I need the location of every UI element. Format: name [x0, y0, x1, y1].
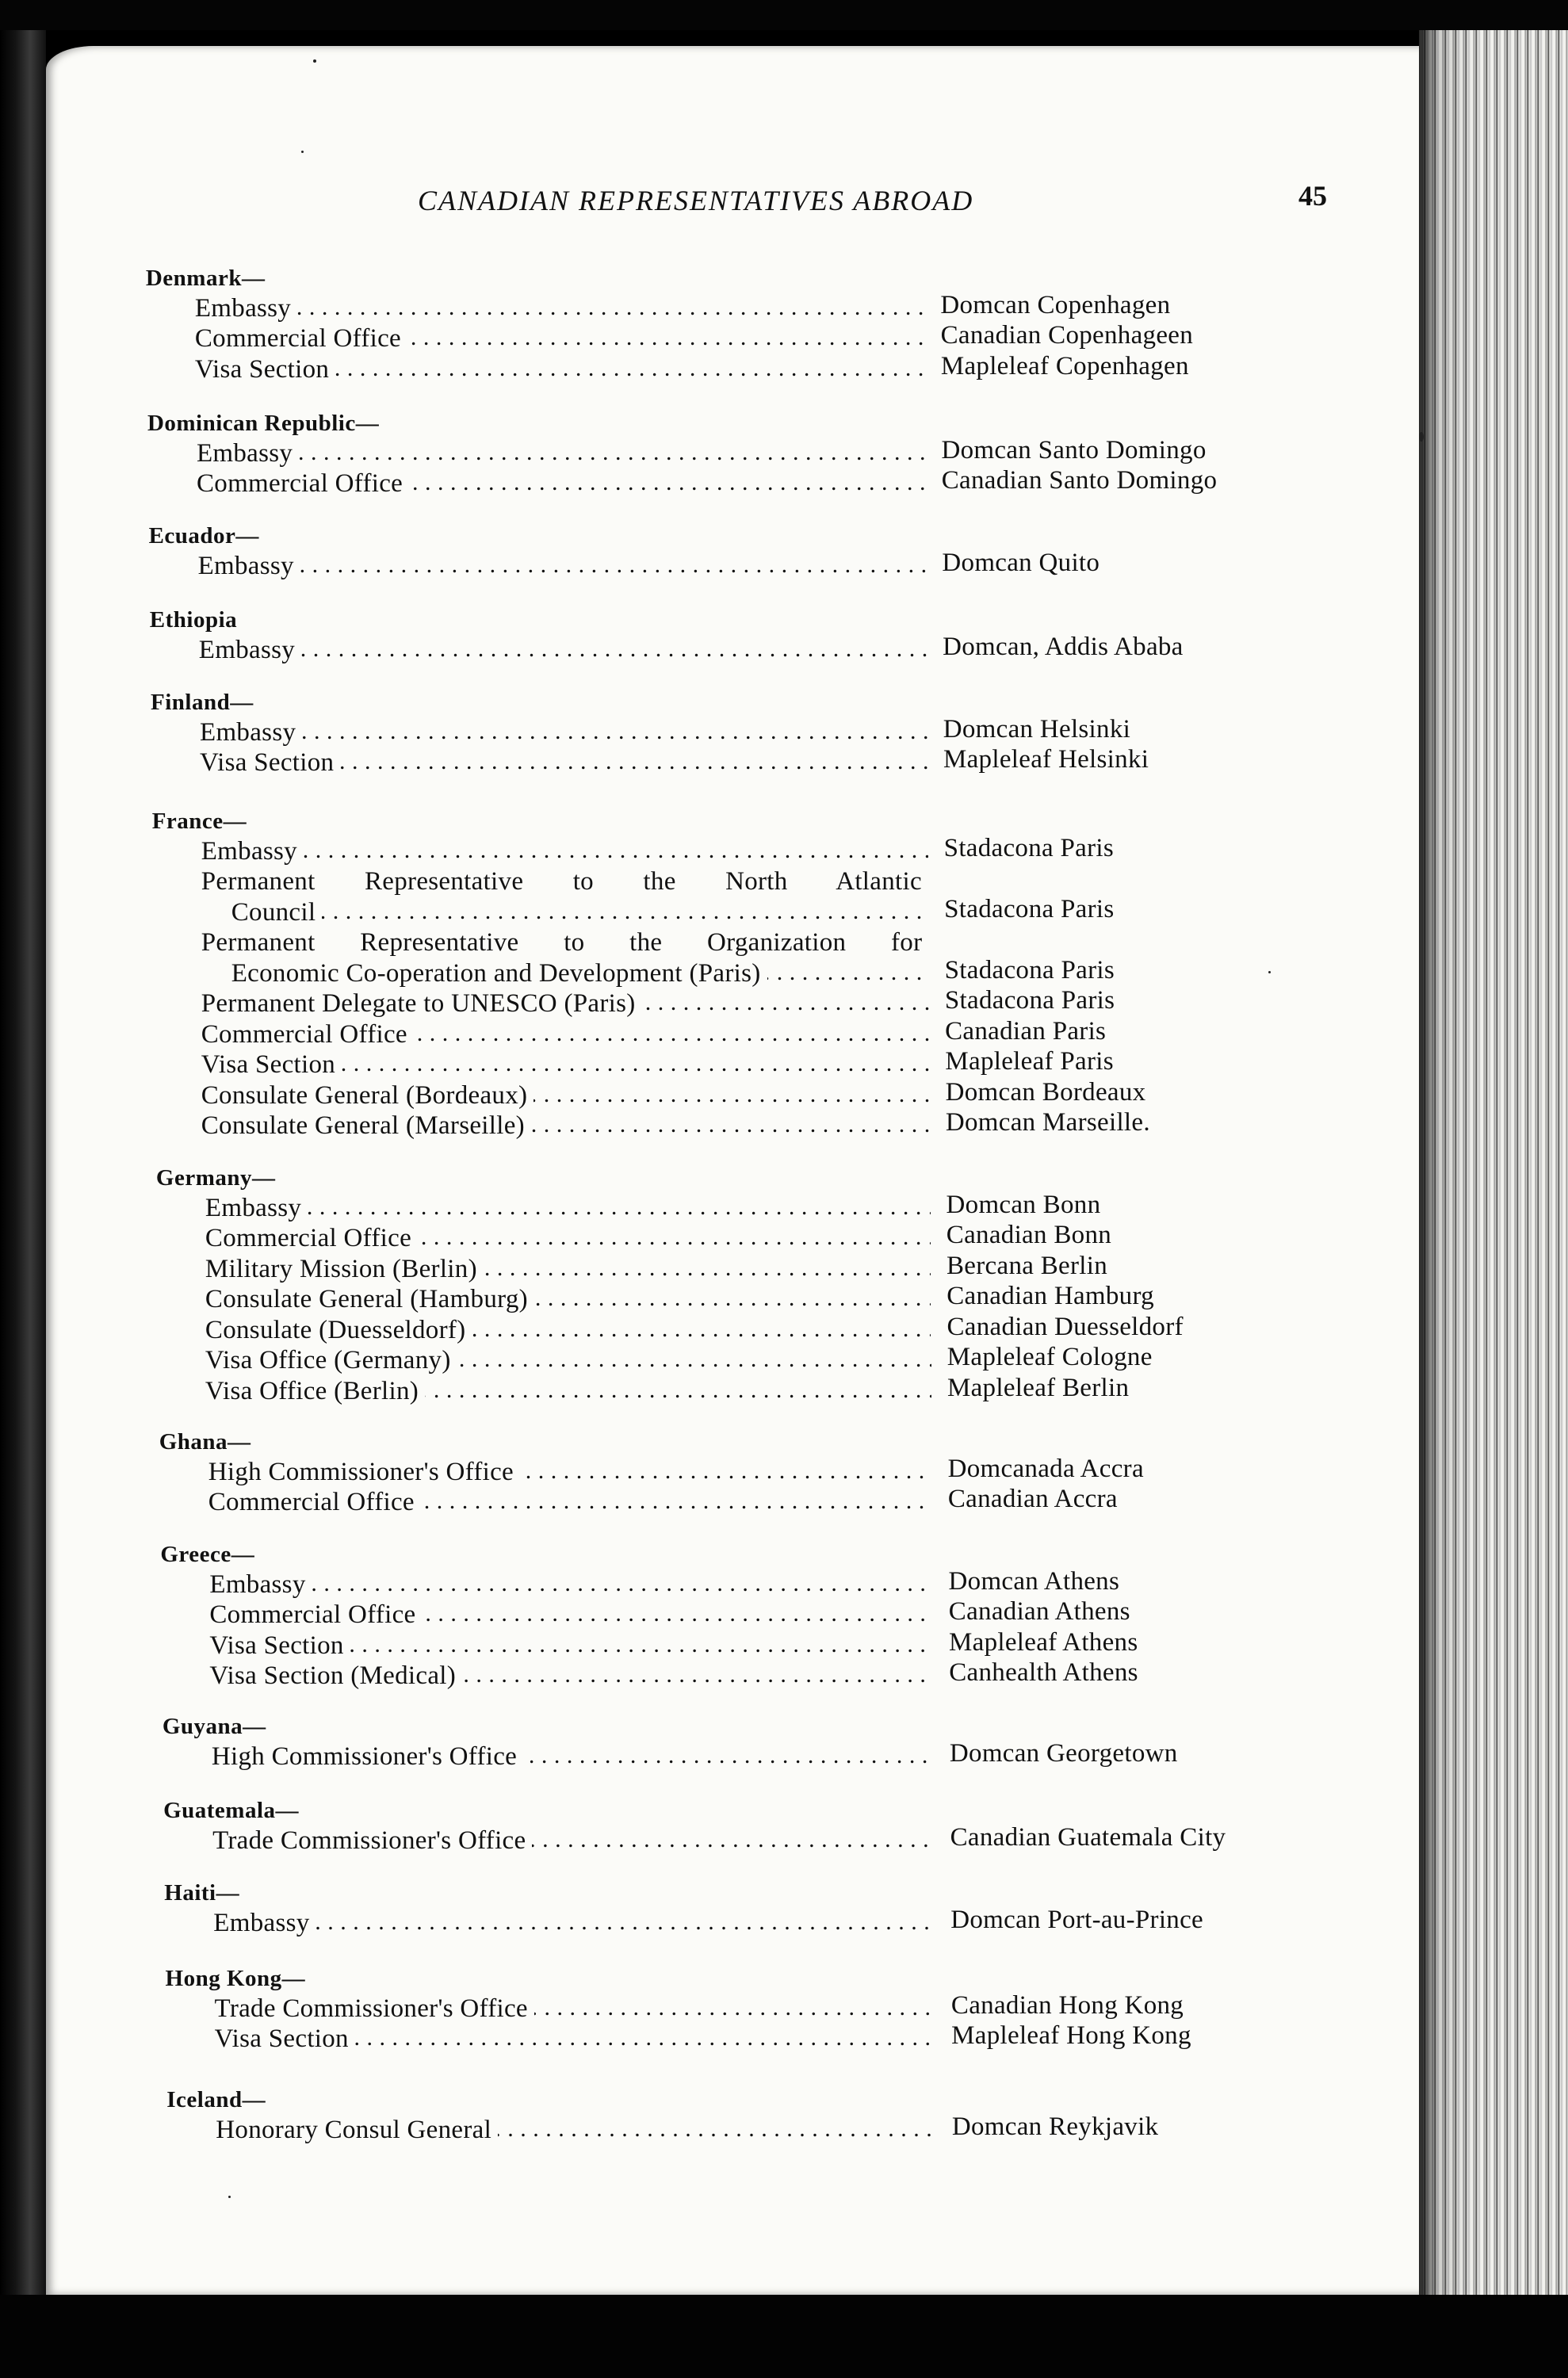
office-row [231, 959, 929, 988]
office-row [195, 324, 925, 354]
office-label: Visa Section [215, 2024, 355, 2053]
office-row [197, 439, 926, 468]
cable-address: Mapleleaf Hong Kong [951, 2021, 1191, 2050]
office-row [209, 1600, 932, 1630]
office-label: Consulate (Duesseldorf) [205, 1316, 472, 1344]
cable-address: Domcanada Accra [947, 1454, 1144, 1483]
cable-address: Domcan Reykjavik [951, 2112, 1159, 2141]
office-row [213, 1909, 935, 1938]
cable-address: Canhealth Athens [949, 1658, 1138, 1687]
office-label: Visa Section [209, 1631, 350, 1660]
country-heading: Greece— [160, 1542, 255, 1567]
paper-speck [1419, 432, 1424, 442]
cable-address: Canadian Athens [948, 1597, 1130, 1626]
country-heading: Finland— [151, 690, 254, 715]
office-row [197, 469, 926, 499]
office-row [201, 928, 929, 958]
cable-address: Canadian Bonn [946, 1221, 1112, 1249]
office-label: Permanent Representative to the Organization for [201, 928, 929, 957]
office-label: Visa Section [201, 1050, 342, 1079]
office-label: Embassy [209, 1570, 312, 1599]
cable-address: Canadian Copenhageen [940, 321, 1194, 350]
office-label: Visa Office (Germany) [205, 1346, 457, 1374]
office-row [198, 552, 927, 581]
office-row [205, 1224, 931, 1253]
cable-address: Domcan Helsinki [943, 714, 1131, 744]
office-row [208, 1458, 932, 1487]
office-row [201, 1081, 930, 1111]
office-label: Economic Co-operation and Development (Paris) [231, 959, 767, 988]
office-row [200, 718, 927, 747]
cable-address: Domcan, Addis Ababa [943, 632, 1184, 661]
office-row [201, 1111, 930, 1141]
office-label: Embassy [197, 439, 299, 468]
country-heading: Guyana— [162, 1714, 266, 1739]
office-label: Consulate General (Bordeaux) [201, 1081, 534, 1110]
office-label: Embassy [201, 837, 304, 866]
office-label: Embassy [198, 552, 300, 580]
office-label: Trade Commissioner's Office [212, 1826, 532, 1855]
cable-address: Domcan Copenhagen [940, 290, 1171, 319]
cable-address: Domcan Georgetown [949, 1738, 1178, 1768]
office-label: Permanent Delegate to UNESCO (Paris) [201, 989, 642, 1018]
office-row [209, 1570, 932, 1600]
cable-address: Mapleleaf Paris [945, 1047, 1114, 1076]
office-label: Visa Section (Medical) [209, 1661, 462, 1690]
cable-address: Canadian Paris [945, 1016, 1107, 1046]
office-row [212, 1826, 934, 1856]
office-row [208, 1488, 932, 1517]
office-row [201, 867, 928, 897]
running-head: CANADIAN REPRESENTATIVES ABROAD [418, 185, 974, 216]
office-row [205, 1285, 931, 1314]
office-label: Honorary Consul General [216, 2116, 498, 2144]
country-heading: Iceland— [166, 2087, 266, 2112]
country-heading: Denmark— [145, 266, 266, 291]
cable-address: Domcan Athens [948, 1566, 1120, 1596]
cable-address: Canadian Accra [947, 1485, 1118, 1513]
office-label: Visa Section [200, 748, 340, 777]
country-heading: Dominican Republic— [147, 411, 380, 436]
cable-address: Domcan Bordeaux [945, 1077, 1146, 1107]
office-row [201, 837, 928, 866]
country-heading: Ghana— [159, 1429, 251, 1455]
office-label: High Commissioner's Office [208, 1458, 520, 1486]
office-label: Embassy [205, 1194, 308, 1222]
office-row [215, 1994, 935, 2024]
cable-address: Domcan Quito [942, 548, 1100, 577]
office-label: High Commissioner's Office [212, 1742, 523, 1771]
office-label: Consulate General (Marseille) [201, 1111, 531, 1140]
page-number: 45 [1298, 180, 1327, 212]
cable-address: Canadian Santo Domingo [941, 466, 1218, 495]
cable-address: Mapleleaf Cologne [947, 1343, 1153, 1371]
office-label: Commercial Office [208, 1488, 421, 1516]
country-heading: Ecuador— [148, 523, 259, 549]
office-label: Commercial Office [201, 1020, 414, 1049]
office-row [195, 294, 924, 323]
office-row [200, 748, 927, 778]
cable-address: Mapleleaf Berlin [947, 1373, 1130, 1402]
country-heading: Germany— [155, 1165, 276, 1191]
office-label: Embassy [199, 636, 301, 664]
office-row [215, 2024, 936, 2054]
office-row [199, 636, 927, 665]
cable-address: Stadacona Paris [943, 833, 1115, 862]
cable-address: Canadian Hong Kong [950, 1990, 1184, 2020]
office-row [205, 1377, 931, 1406]
office-label: Commercial Office [197, 469, 409, 498]
country-heading: France— [151, 809, 247, 834]
office-label: Visa Office (Berlin) [205, 1377, 425, 1405]
cable-address: Stadacona Paris [944, 986, 1115, 1015]
office-row [205, 1194, 931, 1223]
cable-address: Domcan Santo Domingo [941, 435, 1207, 465]
paper-speck [228, 2196, 231, 2198]
cable-address: Canadian Duesseldorf [947, 1312, 1184, 1341]
office-label: Military Mission (Berlin) [205, 1255, 484, 1283]
office-row [201, 1050, 930, 1080]
office-label: Permanent Representative to the North Atlantic [201, 867, 928, 896]
office-label: Commercial Office [209, 1600, 422, 1629]
office-label: Embassy [200, 718, 302, 747]
office-label: Visa Section [195, 355, 335, 384]
office-row [216, 2116, 936, 2145]
office-row [212, 1742, 934, 1772]
country-heading: Haiti— [164, 1880, 240, 1906]
cable-address: Domcan Bonn [946, 1190, 1101, 1219]
cable-address: Domcan Marseille. [945, 1108, 1150, 1137]
paper-speck [1268, 971, 1271, 973]
country-heading: Ethiopia [149, 607, 238, 633]
cable-address: Stadacona Paris [944, 955, 1115, 984]
country-heading: Hong Kong— [165, 1966, 306, 1991]
office-row [205, 1255, 931, 1284]
office-row [201, 1020, 929, 1049]
country-heading: Guatemala— [163, 1798, 300, 1823]
office-label: Consulate General (Hamburg) [205, 1285, 534, 1313]
cable-address: Domcan Port-au-Prince [950, 1905, 1204, 1934]
cable-address: Mapleleaf Helsinki [943, 745, 1149, 774]
cable-address: Canadian Hamburg [947, 1282, 1154, 1310]
office-row [205, 1346, 931, 1375]
office-row [209, 1661, 933, 1691]
office-label: Council [231, 898, 323, 927]
office-row [209, 1631, 933, 1661]
office-label: Commercial Office [205, 1224, 418, 1252]
office-row [231, 898, 928, 927]
cable-address: Stadacona Paris [944, 894, 1115, 923]
office-label: Embassy [213, 1909, 316, 1937]
office-row [195, 355, 925, 384]
office-label: Embassy [195, 294, 297, 323]
office-label: Commercial Office [195, 324, 407, 353]
paper-speck [301, 151, 304, 153]
cable-address: Mapleleaf Athens [949, 1627, 1138, 1657]
paper-speck [313, 59, 316, 63]
office-label: Trade Commissioner's Office [215, 1994, 534, 2023]
office-row [201, 989, 929, 1019]
office-row [205, 1316, 931, 1345]
cable-address: Mapleleaf Copenhagen [940, 351, 1189, 380]
cable-address: Bercana Berlin [947, 1251, 1108, 1280]
cable-address: Canadian Guatemala City [950, 1822, 1226, 1852]
